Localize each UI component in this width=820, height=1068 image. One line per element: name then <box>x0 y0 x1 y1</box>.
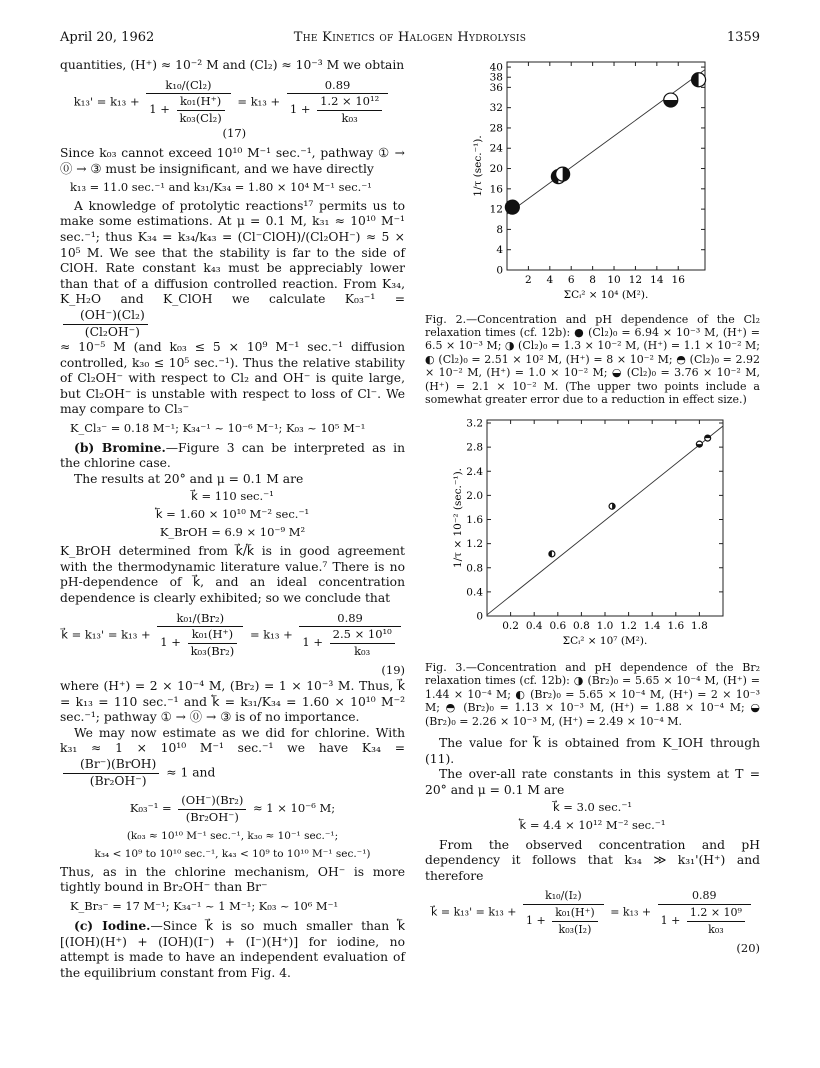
paragraph: ≈ 10⁻⁵ M (and k₀₃ ≤ 5 × 10⁹ M⁻¹ sec.⁻¹ diffusion controlled, k₃₀ ≤ 10⁵ sec.⁻¹). Thus the relative stability of Cl₂OH⁻ with respect to Cl₂ and OH⁻ is quite large, but Cl₂OH⁻ is unstable with respect to loss of Cl⁻. We may compare to Cl₃⁻ <box>60 340 405 417</box>
y-tick-label: 12 <box>489 203 503 216</box>
y-tick-label: 0.4 <box>466 586 483 599</box>
equation: K_Cl₃⁻ = 0.18 M⁻¹; K₃₄⁻¹ ~ 10⁻⁶ M⁻¹; K₀₃ ~ 10⁵ M⁻¹ <box>70 421 366 436</box>
header-date: April 20, 1962 <box>60 30 155 45</box>
y-tick-label: 16 <box>489 183 503 196</box>
y-tick-label: 3.2 <box>466 417 483 430</box>
x-tick-label: 0.4 <box>525 620 543 633</box>
data-point <box>549 551 555 557</box>
y-tick-label: 36 <box>489 81 503 94</box>
data-point <box>705 436 711 442</box>
y-axis-label: 1/τ × 10⁻² (sec.⁻¹). <box>452 468 464 569</box>
equation-number: (19) <box>381 663 405 678</box>
y-tick-label: 2.8 <box>466 442 483 455</box>
figure-2-chart <box>425 58 760 304</box>
y-tick-label: 0.8 <box>466 562 483 575</box>
x-tick-label: 1.0 <box>596 620 614 633</box>
paragraph: Since k₀₃ cannot exceed 10¹⁰ M⁻¹ sec.⁻¹, pathway ① → ⓪ → ③ must be insignificant, and we have directly <box>60 145 405 176</box>
y-tick-label: 4 <box>496 244 503 257</box>
x-tick-label: 1.6 <box>667 620 685 633</box>
x-tick-label: 1.2 <box>620 620 637 633</box>
equation: k⃗ = 3.0 sec.⁻¹ <box>552 800 633 815</box>
data-point <box>556 167 570 181</box>
x-tick-label: 10 <box>607 274 621 286</box>
equation-17: k₁₃' = k₁₃ + k₁₀/(Cl₂) 1 + $\frac{\text{k₀₁(H⁺)}}{\text{k₀₃(Cl₂)}}$ = k₁₃ + 0.89 1 + $\frac{\text{1.2 × 10¹²}}{\text{k₀₃}}$ (17) <box>60 78 405 142</box>
equation: k⃗ = 110 sec.⁻¹ <box>191 489 274 504</box>
point-fill <box>692 73 699 87</box>
equation: K₀₃⁻¹ = $\frac{\text{(OH⁻)(Br₂)}}{\text{(Br₂OH⁻)}}$ ≈ 1 × 10⁻⁶ M; <box>129 793 336 824</box>
fit-line <box>487 426 723 615</box>
point-circle <box>505 200 519 214</box>
page-number: 1359 <box>726 30 760 45</box>
x-tick-label: 0.6 <box>549 620 567 633</box>
figure-3 <box>425 414 760 728</box>
equation-20: k⃗ = k₁₃' = k₁₃ + k₁₀/(I₂) 1 + $\frac{\text{k₀₁(H⁺)}}{\text{k₀₃(I₂)}}$ = k₁₃ + 0.89 1 + $\frac{\text{1.2 × 10⁹}}{\text{k₀₃}}$ <box>425 888 760 937</box>
data-point <box>692 73 706 87</box>
figure-2-caption: Fig. 2.—Concentration and pH dependence of the Cl₂ relaxation times (cf. 12b): ● (Cl₂)₀ = 6.94 × 10⁻³ M, (H⁺) = 6.5 × 10⁻³ M; ◑ (Cl₂)₀ = 1.3 × 10⁻² M, (H⁺) = 1.1 × 10⁻² M; ◐ (Cl₂)₀ = 2.51 × 10² M, (H⁺) = 8 × 10⁻² M; ◓ (Cl₂)₀ = 2.92 × 10⁻² M, (H⁺) = 1.0 × 10⁻² M; ◒ (Cl₂)₀ = 3.76 × 10⁻² M, (H⁺) = 2.1 × 10⁻² M. (The upper two points include a somewhat greater error due to a reduction in effect size.) <box>425 312 760 407</box>
y-tick-label: 38 <box>489 71 503 84</box>
equation: k₁₃ = 11.0 sec.⁻¹ and k₃₁/K₃₄ = 1.80 × 10⁴ M⁻¹ sec.⁻¹ <box>70 180 372 195</box>
equation: k⃖ = 1.60 × 10¹⁰ M⁻² sec.⁻¹ <box>155 507 310 522</box>
data-point <box>696 442 702 448</box>
y-tick-label: 20 <box>489 163 503 176</box>
equation-19: k⃗ = k₁₃' = k₁₃ + k₀₁/(Br₂) 1 + $\frac{\text{k₀₁(H⁺)}}{\text{k₀₃(Br₂)}}$ = k₁₃ + 0.89 1 + $\frac{\text{2.5 × 10¹⁰}}{\text{k₀₃}}$ <box>60 611 405 660</box>
data-point <box>664 93 678 107</box>
point-fill <box>664 100 678 107</box>
equation: (k₀₃ ≈ 10¹⁰ M⁻¹ sec.⁻¹, k₃₀ ≈ 10⁻¹ sec.⁻¹; <box>126 830 339 843</box>
x-tick-label: 1.8 <box>691 620 708 633</box>
y-tick-label: 0 <box>476 610 483 623</box>
x-tick-label: 16 <box>671 274 685 286</box>
x-tick-label: 4 <box>546 274 554 286</box>
data-point <box>609 504 615 510</box>
x-tick-label: 8 <box>589 274 596 286</box>
equation-number: (20) <box>736 941 760 956</box>
paragraph: Thus, as in the chlorine mechanism, OH⁻ is more tightly bound in Br₂OH⁻ than Br⁻ <box>60 864 405 895</box>
paragraph: where (H⁺) = 2 × 10⁻⁴ M, (Br₂) = 1 × 10⁻³ M. Thus, k⃗ = k₁₃ = 110 sec.⁻¹ and k⃖ = k₃₁/K₃₄ = 1.60 × 10¹⁰ M⁻² sec.⁻¹; pathway ① → ⓪ → ③ is of no importance. <box>60 678 405 725</box>
running-header <box>60 30 760 48</box>
y-tick-label: 0 <box>496 264 503 277</box>
figure-3-caption: Fig. 3.—Concentration and pH dependence of the Br₂ relaxation times (cf. 12b): ◑ (Br₂)₀ = 5.65 × 10⁻⁴ M, (H⁺) = 1.44 × 10⁻⁴ M; ◐ (Br₂)₀ = 5.65 × 10⁻⁴ M, (H⁺) = 2 × 10⁻³ M; ◓ (Br₂)₀ = 1.13 × 10⁻³ M, (H⁺) = 1.88 × 10⁻⁴ M; ◒ (Br₂)₀ = 2.26 × 10⁻³ M, (H⁺) = 2.49 × 10⁻⁴ M. <box>425 661 760 728</box>
plot-frame <box>507 62 705 270</box>
paragraph: We may now estimate as we did for chlorine. With k₃₁ ≈ 1 × 10¹⁰ M⁻¹ sec.⁻¹ we have K₃₄ = $\frac{\text{(Br⁻)(BrOH)}}{\text{(Br₂OH⁻)}}$ ≈ 1 and <box>60 725 405 788</box>
y-tick-label: 32 <box>489 102 503 115</box>
x-axis-label: ΣCᵢ² × 10⁷ (M²). <box>562 635 648 648</box>
y-tick-label: 1.2 <box>466 538 483 551</box>
equation: K_BrOH = 6.9 × 10⁻⁹ M² <box>159 524 306 539</box>
right-column <box>425 58 760 957</box>
figure-3-chart <box>425 414 760 652</box>
paragraph: The results at 20° and μ = 0.1 M are <box>74 471 304 486</box>
header-title: The Kinetics of Halogen Hydrolysis <box>293 30 527 45</box>
section-bromine: (b) Bromine.—Figure 3 can be interpreted as in the chlorine case. <box>60 439 405 471</box>
data-point <box>505 200 519 214</box>
equation: k⃖ = 4.4 × 10¹² M⁻² sec.⁻¹ <box>519 818 666 833</box>
y-tick-label: 8 <box>496 223 503 236</box>
x-tick-label: 12 <box>628 274 643 286</box>
figure-2 <box>425 58 760 406</box>
y-tick-label: 2.4 <box>466 466 483 479</box>
x-tick-label: 2 <box>525 274 532 286</box>
x-tick-label: 0.2 <box>502 620 519 633</box>
paragraph: From the observed concentration and pH dependency it follows that k₃₄ ≫ k₃₁'(H⁺) and therefore <box>425 837 760 883</box>
y-tick-label: 40 <box>489 61 503 74</box>
y-tick-label: 2.0 <box>466 490 483 503</box>
x-tick-label: 14 <box>650 274 664 286</box>
section-iodine: (c) Iodine.—Since k⃗ is so much smaller than k⃖ [(IOH)(H⁺) + (IOH)(I⁻) + (I⁻)(H⁺)] for iodine, no attempt is made to have an independent evaluation of the equilibrium constant from Fig. 4. <box>60 918 405 981</box>
x-axis-label: ΣCᵢ² × 10⁴ (M²). <box>563 289 649 301</box>
y-tick-label: 24 <box>489 142 503 155</box>
equation: k₃₄ < 10⁹ to 10¹⁰ sec.⁻¹, k₄₃ < 10⁹ to 10¹⁰ M⁻¹ sec.⁻¹) <box>94 847 371 860</box>
paragraph: The over-all rate constants in this system at T = 20° and μ = 0.1 M are <box>425 767 760 797</box>
paragraph: K_BrOH determined from k⃗/k⃖ is in good agreement with the thermodynamic literature value.⁷ There is no pH-dependence of k⃗, and an ideal concentration dependence is clearly exhibited; so we conclude that <box>60 544 405 605</box>
y-axis-label: 1/τ (sec.⁻¹). <box>472 135 484 197</box>
equation: K_Br₃⁻ = 17 M⁻¹; K₃₄⁻¹ ~ 1 M⁻¹; K₀₃ ~ 10⁶ M⁻¹ <box>70 898 339 913</box>
x-tick-label: 6 <box>567 274 575 286</box>
fit-line <box>507 70 705 215</box>
x-tick-label: 1.4 <box>643 620 661 633</box>
y-tick-label: 28 <box>489 122 503 135</box>
paragraph: A knowledge of protolytic reactions¹⁷ permits us to make some estimations. At μ = 0.1 M, k₃₁ ≈ 10¹⁰ M⁻¹ sec.⁻¹; thus K₃₄ = k₃₄/k₄₃ = (Cl⁻ClOH)/(Cl₂OH⁻) ≈ 5 × 10⁵ M. We see that the stability is far to the side of ClOH. Rate constant k₄₃ must be appreciably lower than that of a diffusion controlled reaction. From K₃₄, K_H₂O and K_ClOH we calculate K₀₃⁻¹ = $\frac{\text{(OH⁻)(Cl₂)}}{\text{(Cl₂OH⁻)}}$ <box>60 198 405 339</box>
y-tick-label: 1.6 <box>466 514 483 527</box>
paragraph: The value for k⃖ is obtained from K_IOH through (11). <box>425 736 760 766</box>
x-tick-label: 0.8 <box>573 620 590 633</box>
paragraph: quantities, (H⁺) ≈ 10⁻² M and (Cl₂) ≈ 10⁻³ M we obtain <box>60 58 405 72</box>
left-column <box>60 58 405 982</box>
